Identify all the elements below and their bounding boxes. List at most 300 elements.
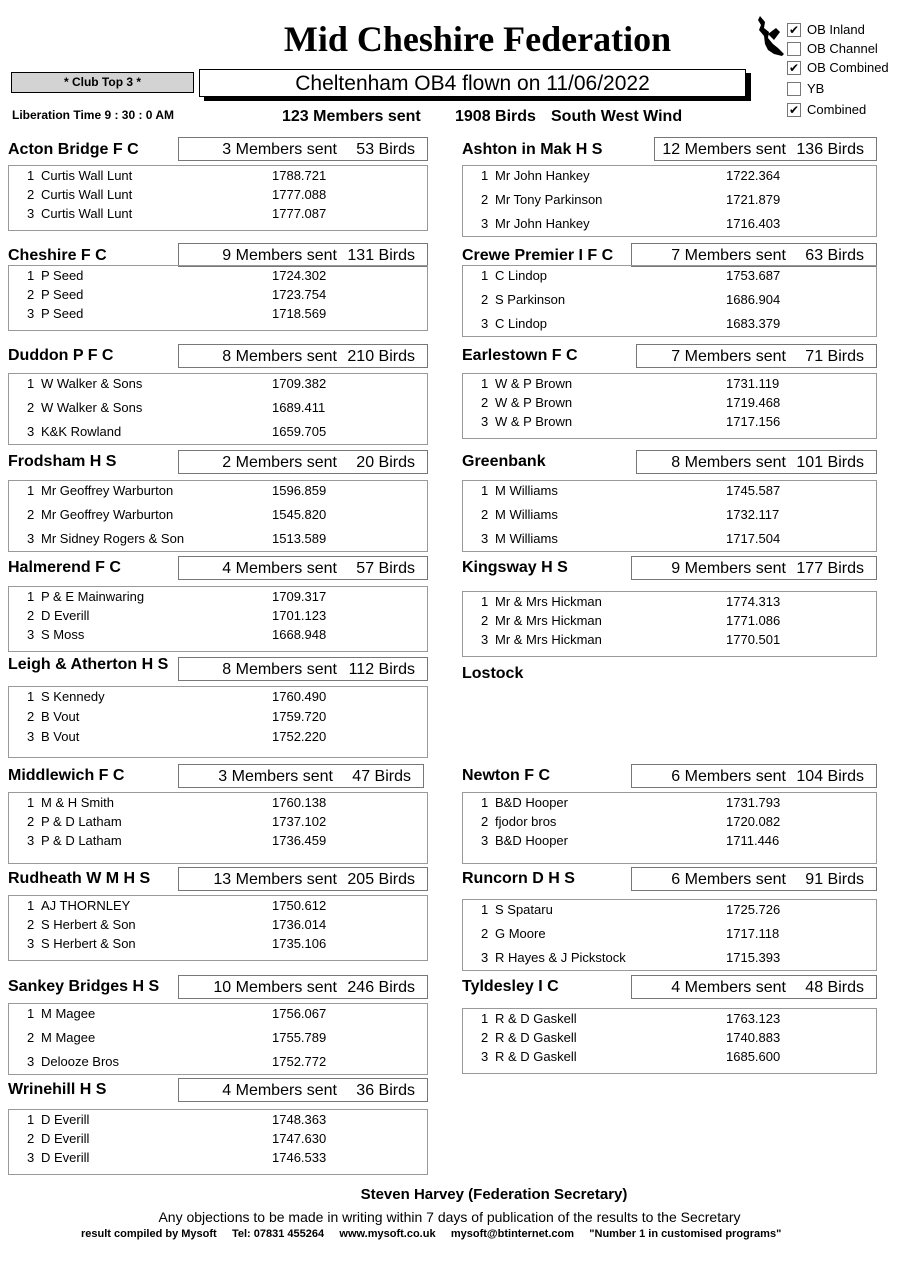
position: 1 (27, 483, 35, 498)
compiled-by-credit: result compiled by Mysoft Tel: 07831 455264 www.mysoft.co.uk mysoft@btinternet.com "Number 1 in customised programs" (81, 1228, 782, 1240)
velocity: 1723.754 (272, 287, 327, 302)
position: 1 (481, 1011, 489, 1026)
fancier-name: Mr Tony Parkinson (495, 192, 603, 207)
members-sent-box (631, 975, 877, 999)
position: 1 (27, 795, 35, 810)
position: 3 (27, 206, 35, 221)
position: 3 (27, 1054, 35, 1069)
birds-count: 71 Birds (805, 348, 864, 365)
table-row (462, 507, 877, 523)
table-row (8, 589, 428, 605)
birds-count: 112 Birds (348, 661, 415, 678)
position: 3 (481, 632, 489, 647)
fancier-name: Curtis Wall Lunt (41, 168, 133, 183)
position: 2 (27, 1030, 35, 1045)
club-name-greenbank: Greenbank (462, 453, 546, 470)
members-sent-box (178, 764, 424, 788)
fancier-name: S Kennedy (41, 689, 105, 704)
members-sent-count: 9 Members sent (671, 560, 786, 577)
velocity: 1755.789 (272, 1030, 327, 1045)
position: 2 (27, 287, 35, 302)
velocity: 1709.317 (272, 589, 327, 604)
members-sent-count: 12 Members sent (662, 141, 786, 158)
members-sent-box (631, 556, 877, 580)
members-sent-count: 9 Members sent (222, 247, 337, 264)
fancier-name: Mr Geoffrey Warburton (41, 507, 174, 522)
position: 1 (481, 902, 489, 917)
table-row (462, 395, 877, 411)
fancier-name: W Walker & Sons (41, 376, 143, 391)
velocity: 1719.468 (726, 395, 781, 410)
position: 3 (27, 531, 35, 546)
table-row (8, 1150, 428, 1166)
velocity: 1715.393 (726, 950, 781, 965)
velocity: 1596.859 (272, 483, 327, 498)
members-sent-box (654, 137, 877, 161)
fancier-name: Mr John Hankey (495, 216, 590, 231)
velocity: 1788.721 (272, 168, 327, 183)
club-name-duddon-p-f-c: Duddon P F C (8, 347, 114, 364)
wind-direction: South West Wind (551, 108, 683, 125)
fancier-name: Mr Sidney Rogers & Son (41, 531, 185, 546)
birds-count: 91 Birds (805, 871, 864, 888)
members-sent-count: 13 Members sent (213, 871, 337, 888)
members-sent-count: 3 Members sent (222, 141, 337, 158)
checkbox-checked-icon: ✔ (788, 103, 800, 117)
position: 3 (27, 424, 35, 439)
club-name-lostock: Lostock (462, 665, 524, 682)
position: 3 (27, 1150, 35, 1165)
option-label: OB Inland (807, 22, 865, 37)
velocity: 1747.630 (272, 1131, 327, 1146)
table-row (8, 795, 428, 811)
table-row (8, 287, 428, 303)
velocity: 1753.687 (726, 268, 781, 283)
table-row (462, 376, 877, 392)
position: 2 (27, 608, 35, 623)
club-name-earlestown-f-c: Earlestown F C (462, 347, 578, 364)
table-row (462, 216, 877, 232)
velocity: 1746.533 (272, 1150, 327, 1165)
table-row (8, 483, 428, 499)
members-sent-count: 4 Members sent (222, 560, 337, 577)
velocity: 1720.082 (726, 814, 781, 829)
table-row (8, 400, 428, 416)
table-row (8, 531, 428, 547)
velocity: 1686.904 (726, 292, 781, 307)
table-row (8, 187, 428, 203)
velocity: 1774.313 (726, 594, 781, 609)
fancier-name: P & E Mainwaring (41, 589, 145, 604)
table-row (462, 316, 877, 332)
club-name-tyldesley-i-c: Tyldesley I C (462, 978, 559, 995)
birds-count: 205 Birds (347, 871, 415, 888)
fancier-name: C Lindop (495, 316, 548, 331)
fancier-name: B&D Hooper (495, 833, 568, 848)
velocity: 1717.504 (726, 531, 781, 546)
table-row (462, 795, 877, 811)
members-sent-box (178, 137, 428, 161)
club-name-leigh-and-atherton-h-s: Leigh & Atherton H S (8, 656, 169, 673)
table-row (8, 729, 428, 745)
velocity: 1685.600 (726, 1049, 781, 1064)
fancier-name: R & D Gaskell (495, 1030, 577, 1045)
velocity: 1770.501 (726, 632, 781, 647)
position: 3 (27, 627, 35, 642)
velocity: 1736.459 (272, 833, 327, 848)
fancier-name: R Hayes & J Pickstock (495, 950, 626, 965)
velocity: 1745.587 (726, 483, 781, 498)
position: 2 (27, 709, 35, 724)
birds-count: 63 Birds (805, 247, 864, 264)
table-row (8, 268, 428, 284)
position: 1 (27, 268, 35, 283)
position: 3 (27, 729, 35, 744)
velocity: 1759.720 (272, 709, 327, 724)
fancier-name: M Williams (495, 483, 558, 498)
table-row (8, 507, 428, 523)
position: 1 (27, 589, 35, 604)
table-row (8, 424, 428, 440)
objections-note: Any objections to be made in writing within 7 days of publication of the results to the Secretary (158, 1209, 741, 1225)
table-row (462, 268, 877, 284)
velocity: 1748.363 (272, 1112, 327, 1127)
table-row (8, 917, 428, 933)
fancier-name: Mr & Mrs Hickman (495, 632, 602, 647)
position: 3 (481, 316, 489, 331)
club-name-crewe-premier-i-f-c: Crewe Premier I F C (462, 247, 614, 264)
members-sent-count: 8 Members sent (222, 661, 337, 678)
club-name-frodsham-h-s: Frodsham H S (8, 453, 117, 470)
velocity: 1721.879 (726, 192, 781, 207)
velocity: 1735.106 (272, 936, 327, 951)
table-row (462, 926, 877, 942)
position: 2 (27, 400, 35, 415)
birds-count: 101 Birds (796, 454, 864, 471)
position: 2 (27, 917, 35, 932)
position: 2 (481, 1030, 489, 1045)
table-row (462, 1030, 877, 1046)
birds-count: 246 Birds (347, 979, 415, 996)
checkbox-checked-icon: ✔ (788, 23, 800, 37)
table-row (8, 608, 428, 624)
velocity: 1737.102 (272, 814, 327, 829)
fancier-name: B Vout (41, 709, 80, 724)
position: 1 (481, 376, 489, 391)
club-name-ashton-in-mak-h-s: Ashton in Mak H S (462, 141, 603, 158)
table-row (462, 833, 877, 849)
club-top-label: * Club Top 3 * (11, 72, 194, 93)
table-row (462, 594, 877, 610)
members-sent-box (636, 344, 877, 368)
option-label: Combined (807, 102, 867, 117)
position: 3 (481, 833, 489, 848)
fancier-name: C Lindop (495, 268, 548, 283)
fancier-name: M Williams (495, 531, 558, 546)
fancier-name: W Walker & Sons (41, 400, 143, 415)
table-row (8, 306, 428, 322)
position: 3 (27, 306, 35, 321)
velocity: 1725.726 (726, 902, 781, 917)
members-sent-count: 6 Members sent (671, 871, 786, 888)
members-sent-box (178, 243, 428, 267)
fancier-name: AJ THORNLEY (41, 898, 131, 913)
fancier-name: P Seed (41, 268, 84, 283)
club-name-acton-bridge-f-c: Acton Bridge F C (8, 141, 139, 158)
position: 1 (481, 795, 489, 810)
federation-secretary: Steven Harvey (Federation Secretary) (360, 1186, 628, 1203)
page-title: Mid Cheshire Federation (283, 19, 672, 59)
velocity: 1717.118 (726, 926, 780, 941)
birds-count: 48 Birds (805, 979, 864, 996)
velocity: 1709.382 (272, 376, 327, 391)
velocity: 1752.772 (272, 1054, 327, 1069)
birds-count: 131 Birds (347, 247, 415, 264)
fancier-name: Delooze Bros (41, 1054, 120, 1069)
club-name-wrinehill-h-s: Wrinehill H S (8, 1081, 107, 1098)
position: 1 (481, 168, 489, 183)
members-sent-box (178, 867, 428, 891)
table-row (462, 292, 877, 308)
liberation-time: Liberation Time 9 : 30 : 0 AM (12, 108, 175, 122)
velocity: 1752.220 (272, 729, 327, 744)
fancier-name: M Magee (41, 1006, 96, 1021)
fancier-name: W & P Brown (495, 414, 573, 429)
members-sent-count: 4 Members sent (222, 1082, 337, 1099)
velocity: 1701.123 (272, 608, 327, 623)
members-sent-box (178, 1078, 428, 1102)
members-sent-count: 6 Members sent (671, 768, 786, 785)
position: 1 (481, 594, 489, 609)
table-row (8, 1030, 428, 1046)
position: 2 (27, 187, 35, 202)
option-label: OB Combined (807, 60, 889, 75)
table-row (462, 1049, 877, 1065)
table-row (8, 1006, 428, 1022)
position: 1 (27, 898, 35, 913)
members-sent-box (631, 243, 877, 267)
velocity: 1711.446 (726, 833, 780, 848)
table-row (8, 376, 428, 392)
velocity: 1731.119 (726, 376, 780, 391)
position: 1 (27, 168, 35, 183)
table-row (462, 483, 877, 499)
position: 1 (27, 689, 35, 704)
club-name-halmerend-f-c: Halmerend F C (8, 559, 121, 576)
members-sent-box (178, 450, 428, 474)
velocity: 1513.589 (272, 531, 327, 546)
velocity: 1740.883 (726, 1030, 781, 1045)
club-name-sankey-bridges-h-s: Sankey Bridges H S (8, 978, 160, 995)
members-sent-count: 7 Members sent (671, 247, 786, 264)
members-sent-box (178, 657, 428, 681)
velocity: 1668.948 (272, 627, 327, 642)
birds-count: 136 Birds (796, 141, 864, 158)
members-sent-box (178, 975, 428, 999)
checkbox-unchecked-icon (787, 42, 801, 56)
fancier-name: D Everill (41, 1112, 90, 1127)
position: 3 (27, 936, 35, 951)
velocity: 1718.569 (272, 306, 327, 321)
fancier-name: P & D Latham (41, 814, 122, 829)
position: 1 (481, 483, 489, 498)
fancier-name: S Spataru (495, 902, 553, 917)
velocity: 1724.302 (272, 268, 327, 283)
fancier-name: P Seed (41, 306, 84, 321)
fancier-name: Mr John Hankey (495, 168, 590, 183)
table-row (8, 689, 428, 705)
fancier-name: S Herbert & Son (41, 936, 136, 951)
position: 3 (481, 1049, 489, 1064)
race-title: Cheltenham OB4 flown on 11/06/2022 (199, 69, 746, 97)
members-sent-count: 8 Members sent (671, 454, 786, 471)
table-row (8, 898, 428, 914)
club-name-runcorn-d-h-s: Runcorn D H S (462, 870, 575, 887)
velocity: 1736.014 (272, 917, 327, 932)
members-sent-box (631, 867, 877, 891)
birds-count: 53 Birds (356, 141, 415, 158)
position: 2 (481, 507, 489, 522)
table-row (462, 814, 877, 830)
position: 2 (481, 292, 489, 307)
position: 1 (27, 1006, 35, 1021)
fancier-name: R & D Gaskell (495, 1049, 577, 1064)
table-row (462, 531, 877, 547)
velocity: 1731.793 (726, 795, 781, 810)
table-row (462, 168, 877, 184)
birds-count: 104 Birds (796, 768, 864, 785)
club-name-cheshire-f-c: Cheshire F C (8, 247, 107, 264)
fancier-name: K&K Rowland (41, 424, 122, 439)
club-name-newton-f-c: Newton F C (462, 767, 550, 784)
velocity: 1760.490 (272, 689, 327, 704)
birds-count: 36 Birds (356, 1082, 415, 1099)
position: 1 (27, 376, 35, 391)
table-row (462, 192, 877, 208)
table-row (462, 414, 877, 430)
members-sent-box (631, 764, 877, 788)
table-row (8, 709, 428, 725)
birds-total: 1908 Birds (455, 108, 536, 125)
position: 1 (27, 1112, 35, 1127)
members-sent-box (178, 344, 428, 368)
birds-count: 210 Birds (347, 348, 415, 365)
fancier-name: D Everill (41, 1150, 90, 1165)
fancier-name: Mr Geoffrey Warburton (41, 483, 174, 498)
fancier-name: R & D Gaskell (495, 1011, 577, 1026)
members-sent-box (636, 450, 877, 474)
table-row (462, 950, 877, 966)
pigeon-logo-icon (756, 14, 786, 58)
members-sent-count: 8 Members sent (222, 348, 337, 365)
velocity: 1722.364 (726, 168, 781, 183)
table-row (462, 613, 877, 629)
velocity: 1750.612 (272, 898, 327, 913)
velocity: 1683.379 (726, 316, 781, 331)
table-row (8, 1112, 428, 1128)
position: 2 (27, 507, 35, 522)
table-row (8, 1054, 428, 1070)
birds-count: 177 Birds (796, 560, 864, 577)
velocity: 1689.411 (272, 400, 326, 415)
birds-count: 57 Birds (356, 560, 415, 577)
fancier-name: S Parkinson (495, 292, 566, 307)
club-name-rudheath-w-m-h-s: Rudheath W M H S (8, 870, 151, 887)
table-row (8, 206, 428, 222)
fancier-name: Mr & Mrs Hickman (495, 594, 602, 609)
members-sent-count: 7 Members sent (671, 348, 786, 365)
velocity: 1763.123 (726, 1011, 781, 1026)
fancier-name: Mr & Mrs Hickman (495, 613, 602, 628)
table-row (462, 1011, 877, 1027)
velocity: 1659.705 (272, 424, 327, 439)
velocity: 1545.820 (272, 507, 327, 522)
fancier-name: W & P Brown (495, 395, 573, 410)
position: 3 (481, 531, 489, 546)
members-sent-count: 4 Members sent (671, 979, 786, 996)
velocity: 1777.088 (272, 187, 327, 202)
position: 2 (481, 814, 489, 829)
velocity: 1717.156 (726, 414, 781, 429)
fancier-name: M & H Smith (41, 795, 114, 810)
fancier-name: B&D Hooper (495, 795, 568, 810)
members-sent-count: 3 Members sent (218, 768, 333, 785)
members-sent-total: 123 Members sent (282, 108, 421, 125)
fancier-name: D Everill (41, 608, 90, 623)
table-row (8, 814, 428, 830)
fancier-name: P Seed (41, 287, 84, 302)
checkbox-unchecked-icon (787, 82, 801, 96)
table-row (462, 632, 877, 648)
fancier-name: B Vout (41, 729, 80, 744)
fancier-name: S Moss (41, 627, 85, 642)
position: 3 (481, 950, 489, 965)
table-row (8, 168, 428, 184)
position: 2 (27, 814, 35, 829)
option-label: OB Channel (807, 41, 878, 56)
position: 3 (481, 414, 489, 429)
position: 2 (27, 1131, 35, 1146)
fancier-name: M Magee (41, 1030, 96, 1045)
position: 1 (481, 268, 489, 283)
table-row (462, 902, 877, 918)
option-label: YB (807, 81, 825, 96)
club-name-middlewich-f-c: Middlewich F C (8, 767, 125, 784)
fancier-name: Curtis Wall Lunt (41, 206, 133, 221)
position: 2 (481, 192, 489, 207)
club-name-kingsway-h-s: Kingsway H S (462, 559, 568, 576)
velocity: 1777.087 (272, 206, 327, 221)
fancier-name: D Everill (41, 1131, 90, 1146)
fancier-name: M Williams (495, 507, 558, 522)
fancier-name: W & P Brown (495, 376, 573, 391)
birds-count: 20 Birds (356, 454, 415, 471)
table-row (8, 1131, 428, 1147)
fancier-name: Curtis Wall Lunt (41, 187, 133, 202)
table-row (8, 833, 428, 849)
birds-count: 47 Birds (352, 768, 411, 785)
position: 2 (481, 613, 489, 628)
table-row (8, 627, 428, 643)
members-sent-box (178, 556, 428, 580)
position: 3 (481, 216, 489, 231)
fancier-name: fjodor bros (495, 814, 557, 829)
table-row (8, 936, 428, 952)
velocity: 1771.086 (726, 613, 781, 628)
position: 2 (481, 926, 489, 941)
fancier-name: G Moore (495, 926, 546, 941)
members-sent-count: 10 Members sent (213, 979, 337, 996)
